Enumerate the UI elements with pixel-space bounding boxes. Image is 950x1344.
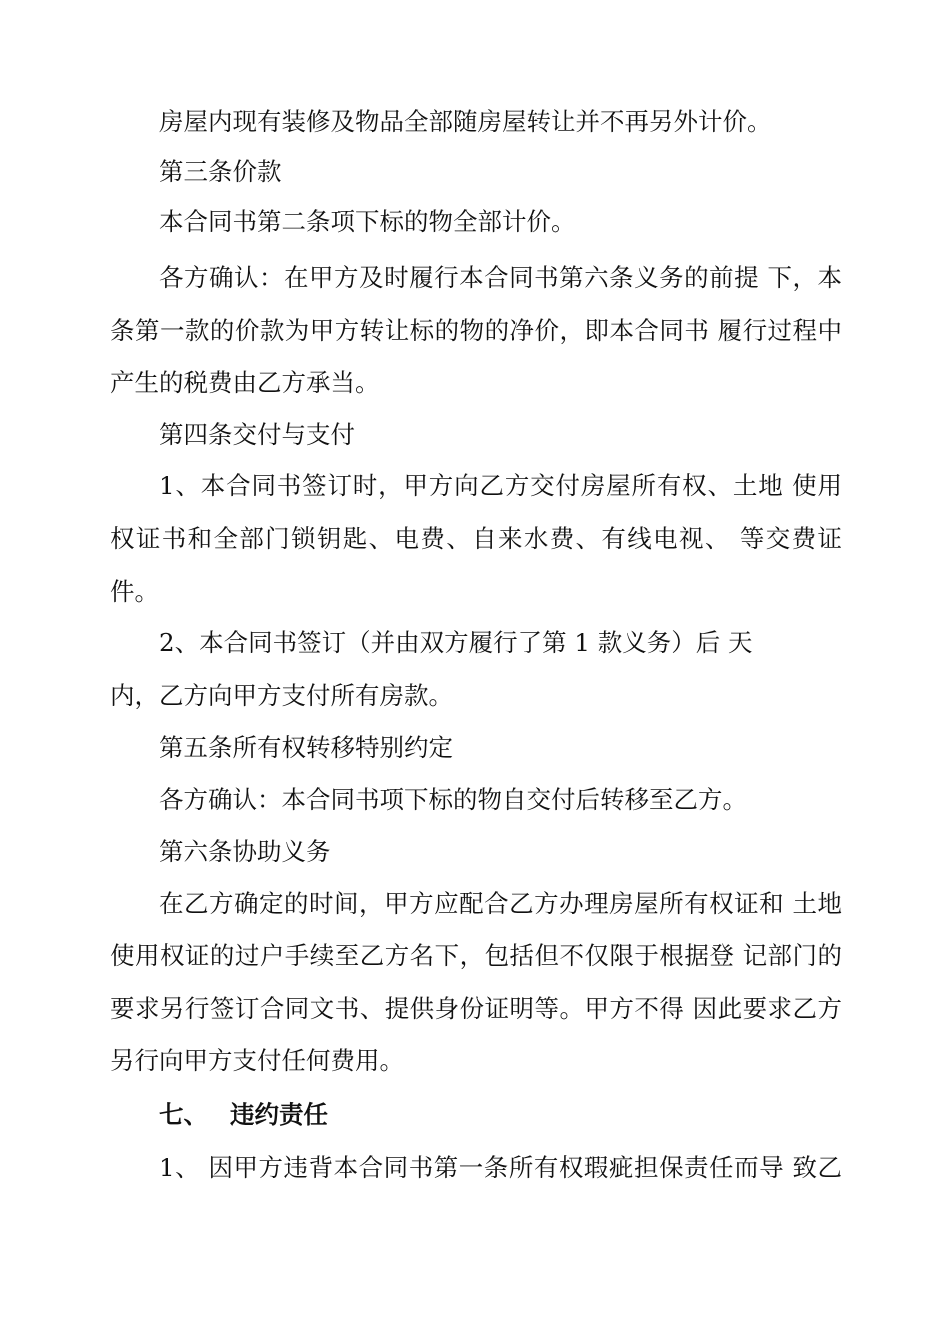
text-line: 2、本合同书签订（并由双方履行了第 1 款义务）后 天 — [159, 628, 753, 657]
text-line: 1、本合同书签订时，甲方向乙方交付房屋所有权、土地 使用 — [159, 471, 842, 500]
section-title: 违约责任 — [230, 1100, 328, 1129]
text-line: 另行向甲方支付任何费用。 — [110, 1046, 404, 1075]
text-line: 在乙方确定的时间，甲方应配合乙方办理房屋所有权证和 土地 — [159, 889, 842, 918]
text-line: 各方确认：本合同书项下标的物自交付后转移至乙方。 — [159, 785, 747, 814]
text-line: 使用权证的过户手续至乙方名下，包括但不仅限于根据登 记部门的 — [110, 941, 842, 970]
article-heading: 第三条价款 — [159, 157, 282, 186]
text-line: 1、 因甲方违背本合同书第一条所有权瑕疵担保责任而导 致乙 — [159, 1153, 842, 1182]
text-line: 权证书和全部门锁钥匙、电费、自来水费、有线电视、 等交费证 — [110, 524, 842, 553]
article-heading: 第五条所有权转移特别约定 — [159, 733, 453, 762]
text-line: 条第一款的价款为甲方转让标的物的净价，即本合同书 履行过程中 — [110, 316, 842, 345]
text-line: 内，乙方向甲方支付所有房款。 — [110, 681, 453, 710]
article-heading: 第四条交付与支付 — [159, 420, 355, 449]
text-line: 要求另行签订合同文书、提供身份证明等。甲方不得 因此要求乙方 — [110, 994, 842, 1023]
text-line: 件。 — [110, 577, 159, 606]
text-line: 产生的税费由乙方承当。 — [110, 368, 380, 397]
text-line: 房屋内现有装修及物品全部随房屋转让并不再另外计价。 — [159, 107, 772, 136]
text-line: 本合同书第二条项下标的物全部计价。 — [159, 207, 576, 236]
section-number: 七、 — [159, 1100, 208, 1129]
article-heading: 第六条协助义务 — [159, 837, 331, 866]
text-line: 各方确认：在甲方及时履行本合同书第六条义务的前提 下，本 — [159, 263, 842, 292]
